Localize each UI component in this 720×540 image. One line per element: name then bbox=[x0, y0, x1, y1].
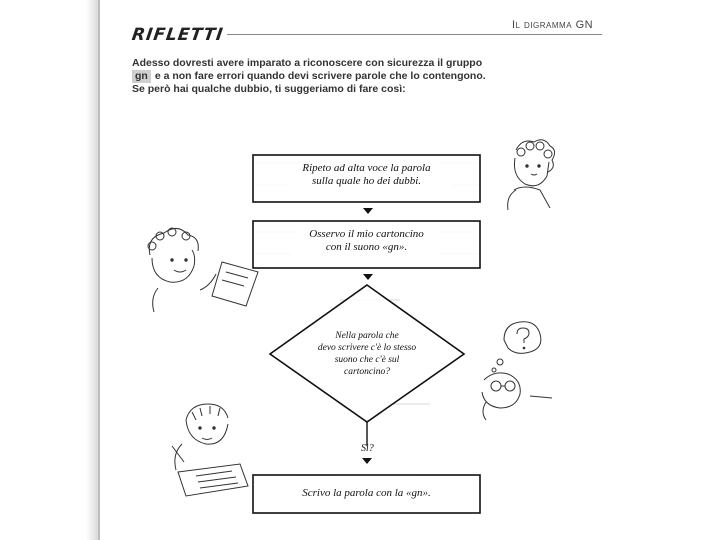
yes-label: Sì? bbox=[361, 443, 374, 454]
decision-line-2: devo scrivere c'è lo stesso bbox=[317, 343, 417, 353]
arrow-down-1 bbox=[363, 208, 373, 214]
section-title: RIFLETTI bbox=[131, 25, 229, 45]
step2-text bbox=[253, 228, 480, 254]
arrow-down-2 bbox=[363, 274, 373, 280]
thinking-child-illustration bbox=[482, 322, 552, 420]
intro-line-3: Se però hai qualche dubbio, ti suggeriamo di fare così: bbox=[132, 83, 406, 95]
child-with-paper-illustration bbox=[148, 228, 258, 312]
decision-line-4: cartoncino? bbox=[344, 367, 390, 377]
step1-text bbox=[253, 162, 480, 188]
boy-curly-hair-illustration bbox=[508, 140, 555, 210]
arrow-down-3 bbox=[362, 458, 372, 464]
intro-line-2-rest: e a non fare errori quando devi scrivere parole che lo contengono. bbox=[154, 70, 486, 82]
step2-line-1: Osservo il mio cartoncino bbox=[309, 228, 424, 240]
step1-line-1: Ripeto ad alta voce la parola bbox=[302, 162, 431, 174]
child-writing-illustration bbox=[172, 404, 248, 496]
decision-line-3: suono che c'è sul bbox=[334, 355, 400, 365]
intro-line-1: Adesso dovresti avere imparato a riconoscere con sicurezza il gruppo bbox=[132, 57, 483, 69]
chapter-label: Il digramma GN bbox=[512, 19, 594, 31]
gn-highlight-tag: gn bbox=[132, 70, 151, 83]
step3-line-1: Scrivo la parola con la «gn». bbox=[302, 487, 431, 499]
step2-line-2: con il suono «gn». bbox=[325, 241, 408, 253]
decision-text bbox=[287, 330, 447, 378]
step3-text bbox=[253, 487, 480, 500]
decision-line-1: Nella parola che bbox=[335, 331, 399, 341]
step1-line-2: sulla quale ho dei dubbi. bbox=[311, 175, 422, 187]
